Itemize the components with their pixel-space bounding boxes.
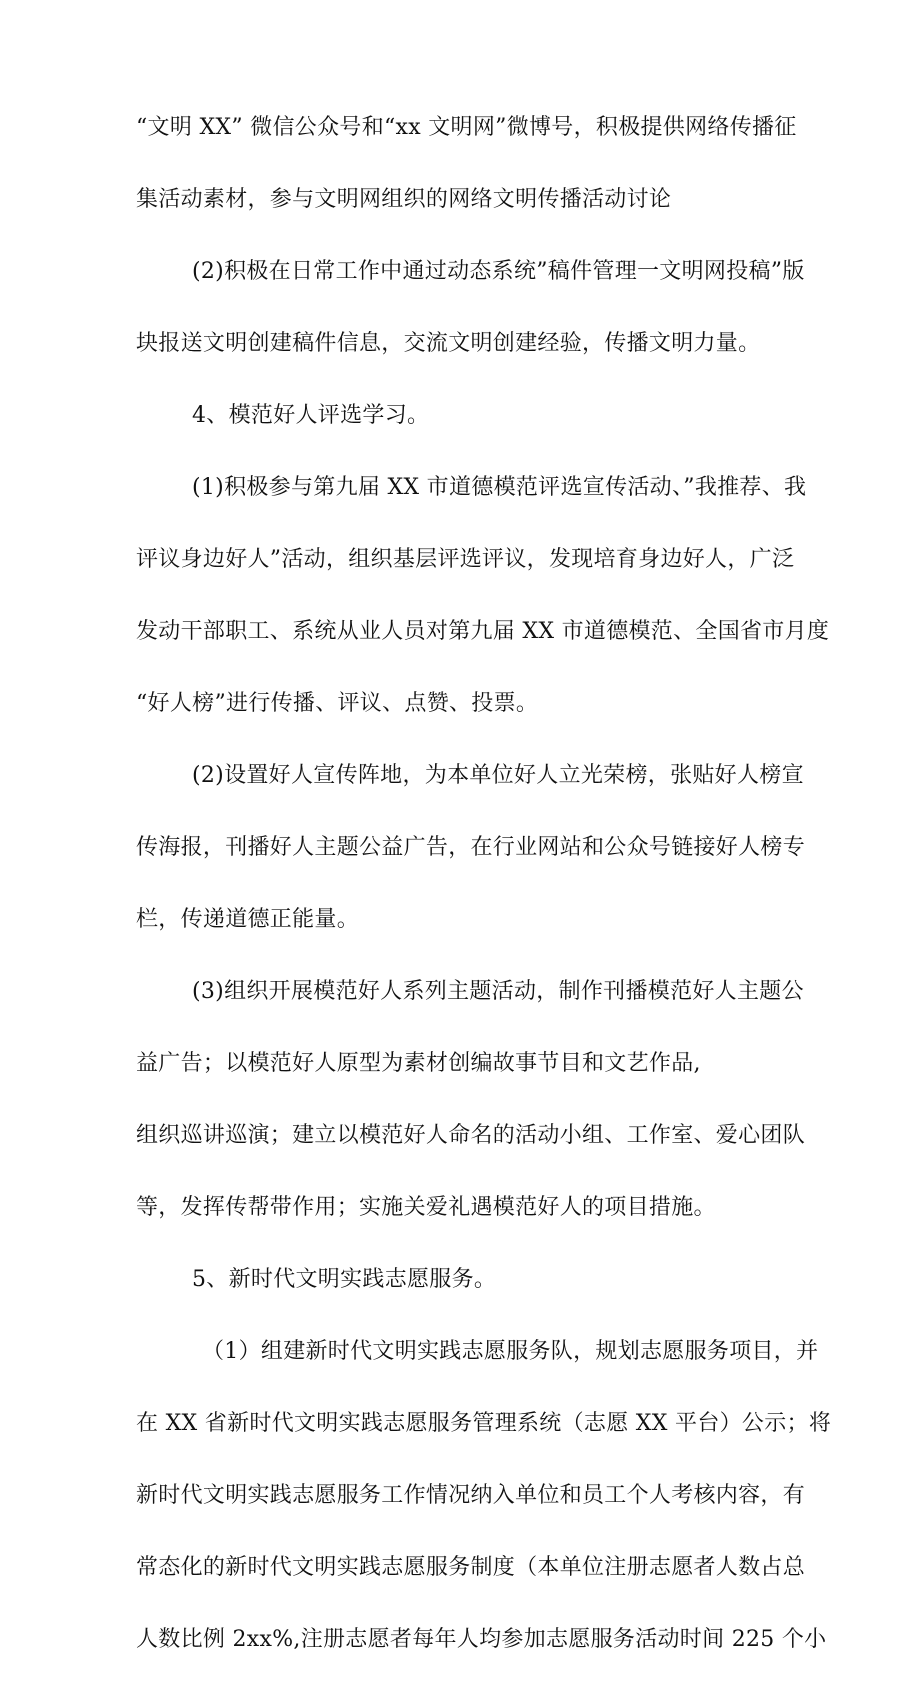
text-line: 块报送文明创建稿件信息，交流文明创建经验，传播文明力量。 <box>136 331 761 356</box>
text-line: 栏，传递道德正能量。 <box>136 907 360 932</box>
text-line: （1）组建新时代文明实践志愿服务队，规划志愿服务项目，并 <box>202 1339 819 1364</box>
text-line: (1)积极参与第九届 XX 市道德模范评选宣传活动、”我推荐、我 <box>192 475 807 500</box>
text-line: “好人榜”进行传播、评议、点赞、投票。 <box>136 691 539 716</box>
text-line: “文明 XX” 微信公众号和“xx 文明网”微博号，积极提供网络传播征 <box>136 115 797 140</box>
text-line: 人数比例 2xx%,注册志愿者每年人均参加志愿服务活动时间 225 个小 <box>136 1627 827 1652</box>
text-line: 发动干部职工、系统从业人员对第九届 XX 市道德模范、全国省市月度 <box>136 619 830 644</box>
section-heading: 4、模范好人评选学习。 <box>192 403 430 428</box>
text-line: (2)设置好人宣传阵地，为本单位好人立光荣榜，张贴好人榜宣 <box>192 763 804 788</box>
text-line: 等，发挥传帮带作用；实施关爱礼遇模范好人的项目措施。 <box>136 1195 716 1220</box>
text-line: 评议身边好人”活动，组织基层评选评议，发现培育身边好人，广泛 <box>136 547 795 572</box>
text-line: 在 XX 省新时代文明实践志愿服务管理系统（志愿 XX 平台）公示；将 <box>136 1411 832 1436</box>
document-body <box>136 111 832 1695</box>
text-line: 益广告；以模范好人原型为素材创编故事节目和文艺作品, <box>136 1051 701 1076</box>
text-line: 集活动素材，参与文明网组织的网络文明传播活动讨论 <box>136 187 672 212</box>
text-line: (3)组织开展模范好人系列主题活动，制作刊播模范好人主题公 <box>192 979 804 1004</box>
text-line: 传海报，刊播好人主题公益广告，在行业网站和公众号链接好人榜专 <box>136 835 806 860</box>
text-line: (2)积极在日常工作中通过动态系统”稿件管理一文明网投稿”版 <box>192 259 805 284</box>
text-line: 常态化的新时代文明实践志愿服务制度（本单位注册志愿者人数占总 <box>136 1555 806 1580</box>
text-line: 新时代文明实践志愿服务工作情况纳入单位和员工个人考核内容，有 <box>136 1483 806 1508</box>
text-line: 组织巡讲巡演；建立以模范好人命名的活动小组、工作室、爱心团队 <box>136 1123 806 1148</box>
section-heading: 5、新时代文明实践志愿服务。 <box>192 1267 497 1292</box>
